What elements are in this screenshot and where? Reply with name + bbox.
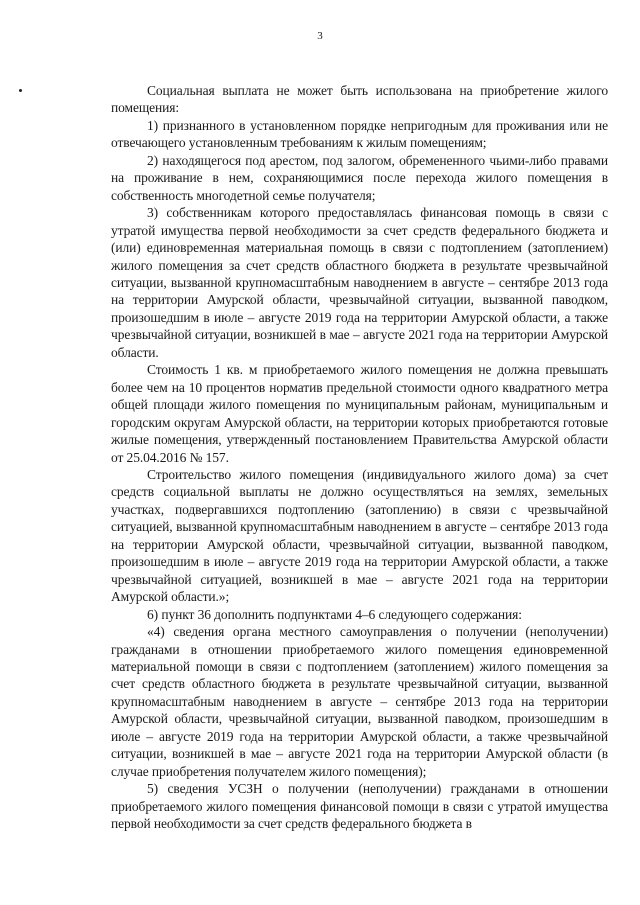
paragraph-item-3: 3) собственникам которого предоставлялась финансовая помощь в связи с утратой имущества первой необходимости за счет средств федерального бюджета и (или) единовременная материальная помощь в связи с подтоплением (затоплением) жилого помещения за счет средств областного бюджета в результате чрезвычайной ситуации, вызванной крупномасштабным наводнением в августе – сентябре 2013 года на территории Амурской области, чрезвычайной ситуации, вызванной паводком, произошедшим в июле – августе 2019 года на территории Амурской области, а также чрезвычайной ситуации, возникшей в мае – августе 2021 года на территории Амурской области. bbox=[111, 205, 608, 360]
paragraph-subitem-4: «4) сведения органа местного самоуправления о получении (неполучении) гражданами в отношении приобретаемого жилого помещения единовременной материальной помощи в связи с подтоплением (затоплением) жилого помещения за счет средств областного бюджета в результате чрезвычайной ситуации, вызванной крупномасштабным наводнением в августе – сентябре 2013 года на территории Амурской области, чрезвычайной ситуации, вызванной паводком, произошедшим в июле – августе 2019 года на территории Амурской области, а также чрезвычайной ситуации, возникшей в мае – августе 2021 года на территории Амурской области (в случае приобретения получателем жилого помещения); bbox=[111, 624, 608, 779]
paragraph-construction: Строительство жилого помещения (индивидуального жилого дома) за счет средств социальной выплаты не должно осуществляться на землях, земельных участках, подвергавшихся подтоплению (затоплению) в связи с чрезвычайной ситуацией, вызванной крупномасштабным наводнением в августе – сентябре 2013 года на территории Амурской области, чрезвычайной ситуации, вызванной паводком, произошедшим в июле – августе 2019 года на территории Амурской области, а также чрезвычайной ситуацией, возникшей в мае – августе 2021 года на территории Амурской области.»; bbox=[111, 466, 608, 605]
paragraph-item-1: 1) признанного в установленном порядке непригодным для проживания или не отвечающего установленным требованиям к жилым помещениям; bbox=[111, 117, 608, 151]
paragraph-amendment-6: 6) пункт 36 дополнить подпунктами 4–6 следующего содержания: bbox=[147, 606, 522, 622]
document-body bbox=[111, 82, 608, 832]
paragraph-item-2: 2) находящегося под арестом, под залогом, обремененного чьими-либо правами на проживание в нем, сохраняющимися после перехода жилого помещения в собственность многодетной семье получателя; bbox=[111, 152, 608, 203]
page-number: 3 bbox=[317, 30, 323, 42]
paragraph-subitem-5: 5) сведения УСЗН о получении (неполучении) гражданами в отношении приобретаемого жилого помещения финансовой помощи в связи с утратой имущества первой необходимости за счет средств федерального бюджета в bbox=[111, 781, 608, 832]
paragraph-intro: Социальная выплата не может быть использована на приобретение жилого помещения: bbox=[111, 83, 608, 116]
scan-artifact-dot bbox=[19, 89, 22, 92]
paragraph-cost-limit: Стоимость 1 кв. м приобретаемого жилого помещения не должна превышать более чем на 10 процентов норматив предельной стоимости одного квадратного метра общей площади жилого помещения по муниципальным районам, муниципальным и городским округам Амурской области, на территории которых приобретаются готовые жилые помещения, утвержденный постановлением Правительства Амурской области от 25.04.2016 № 157. bbox=[111, 362, 608, 465]
